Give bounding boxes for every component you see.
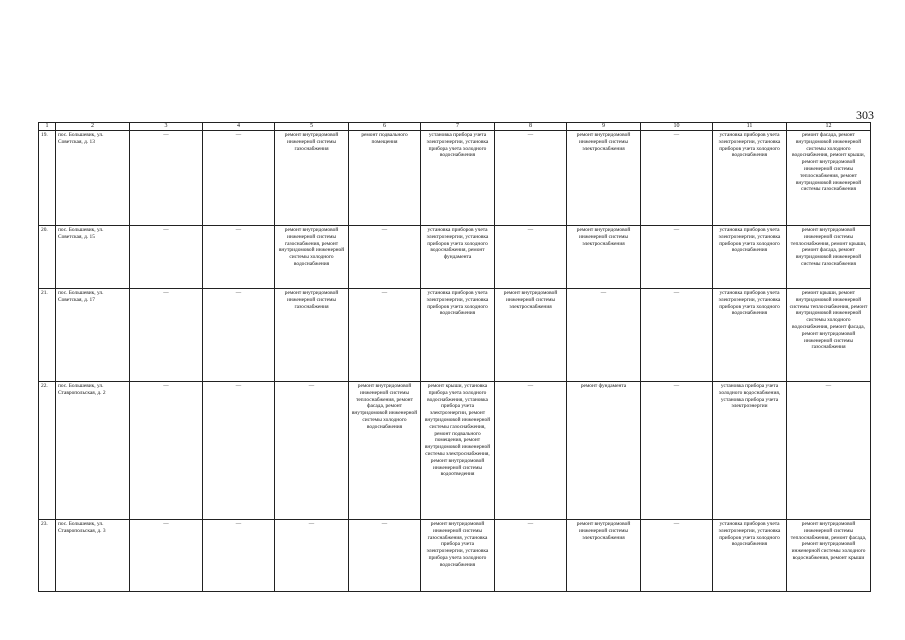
works-cell: ремонт внутридомовой инженерной системы электроснабжения bbox=[567, 520, 641, 592]
works-cell: — bbox=[495, 131, 567, 226]
works-cell: — bbox=[130, 520, 203, 592]
works-cell: ремонт внутридомовой инженерной системы теплоснабжения, ремонт фасада, ремонт внутридомовой инженерной системы холодного водоснабжения, ремонт крыши bbox=[787, 520, 871, 592]
address-cell: пос. Большевик, ул. Советская, д. 17 bbox=[56, 289, 130, 382]
works-cell: ремонт фундамента bbox=[567, 382, 641, 520]
column-header: 5 bbox=[275, 123, 349, 131]
works-cell: — bbox=[349, 520, 421, 592]
repair-schedule-table bbox=[38, 122, 871, 592]
address-cell: пос. Большевик, ул. Ставропольская, д. 3 bbox=[56, 520, 130, 592]
works-cell: — bbox=[275, 382, 349, 520]
works-cell: — bbox=[203, 520, 275, 592]
works-cell: ремонт внутридомовой инженерной системы электроснабжения bbox=[567, 226, 641, 289]
works-cell: — bbox=[349, 289, 421, 382]
row-number: 23. bbox=[39, 520, 56, 592]
column-header: 4 bbox=[203, 123, 275, 131]
column-header: 6 bbox=[349, 123, 421, 131]
works-cell: ремонт внутридомовой инженерной системы теплоснабжения, ремонт фасада, ремонт внутридомовой инженерной системы холодного водоснабжения bbox=[349, 382, 421, 520]
works-cell: — bbox=[130, 289, 203, 382]
column-header: 12 bbox=[787, 123, 871, 131]
address-cell: пос. Большевик, ул. Советская, д. 15 bbox=[56, 226, 130, 289]
works-cell: установка приборов учета электроэнергии, установка приборов учета холодного водоснабжения bbox=[713, 289, 787, 382]
column-header: 3 bbox=[130, 123, 203, 131]
column-header: 8 bbox=[495, 123, 567, 131]
page-number: 303 bbox=[856, 108, 874, 122]
works-cell: — bbox=[130, 226, 203, 289]
row-number: 22. bbox=[39, 382, 56, 520]
works-cell: — bbox=[641, 131, 713, 226]
works-cell: — bbox=[787, 382, 871, 520]
works-cell: — bbox=[130, 131, 203, 226]
address-cell: пос. Большевик, ул. Советская, д. 13 bbox=[56, 131, 130, 226]
works-cell: установка прибора учета холодного водоснабжения, установка прибора учета электроэнергии bbox=[713, 382, 787, 520]
table-row bbox=[39, 226, 871, 289]
table-row bbox=[39, 131, 871, 226]
table-row bbox=[39, 289, 871, 382]
works-cell: — bbox=[203, 382, 275, 520]
works-cell: — bbox=[130, 382, 203, 520]
table-row bbox=[39, 520, 871, 592]
works-cell: установка прибора учета электроэнергии, установка прибора учета холодного водоснабжения bbox=[421, 131, 495, 226]
works-cell: ремонт крыши, ремонт внутридомовой инженерной системы теплоснабжения, ремонт внутридомовой инженерной системы холодного водоснабжения, ремонт фасада, ремонт внутридомовой инженерной системы газоснабжения bbox=[787, 289, 871, 382]
works-cell: — bbox=[495, 520, 567, 592]
row-number: 20. bbox=[39, 226, 56, 289]
works-cell: ремонт внутридомовой инженерной системы газоснабжения, ремонт внутридомовой инженерной системы холодного водоснабжения bbox=[275, 226, 349, 289]
works-cell: — bbox=[641, 226, 713, 289]
works-cell: — bbox=[567, 289, 641, 382]
works-cell: — bbox=[641, 520, 713, 592]
column-header: 7 bbox=[421, 123, 495, 131]
header-row bbox=[39, 123, 871, 131]
works-cell: — bbox=[203, 289, 275, 382]
table-row bbox=[39, 382, 871, 520]
works-cell: — bbox=[641, 382, 713, 520]
works-cell: ремонт внутридомовой инженерной системы газоснабжения, установка прибора учета электроэнергии, установка прибора учета холодного водоснабжения bbox=[421, 520, 495, 592]
row-number: 19. bbox=[39, 131, 56, 226]
works-cell: ремонт крыши, установка прибора учета холодного водоснабжения, установка прибора учета электроэнергии, ремонт внутридомовой инженерной системы газоснабжения, ремонт подвального помещения, ремонт внутридомовой инженерной системы электроснабжения, ремонт внутридомовой инженерной системы водоотведения bbox=[421, 382, 495, 520]
works-cell: ремонт внутридомовой инженерной системы газоснабжения bbox=[275, 289, 349, 382]
works-cell: — bbox=[349, 226, 421, 289]
works-cell: ремонт внутридомовой инженерной системы электроснабжения bbox=[495, 289, 567, 382]
works-cell: — bbox=[495, 226, 567, 289]
address-cell: пос. Большевик, ул. Ставропольская, д. 2 bbox=[56, 382, 130, 520]
row-number: 21. bbox=[39, 289, 56, 382]
column-header: 10 bbox=[641, 123, 713, 131]
works-cell: установка приборов учета электроэнергии, установка приборов учета холодного водоснабжения bbox=[421, 289, 495, 382]
works-cell: — bbox=[641, 289, 713, 382]
works-cell: установка приборов учета электроэнергии, установка приборов учета холодного водоснабжения bbox=[713, 520, 787, 592]
works-cell: — bbox=[275, 520, 349, 592]
works-cell: ремонт внутридомовой инженерной системы газоснабжения bbox=[275, 131, 349, 226]
works-cell: ремонт подвального помещения bbox=[349, 131, 421, 226]
column-header: 9 bbox=[567, 123, 641, 131]
works-cell: — bbox=[203, 226, 275, 289]
works-cell: установка приборов учета электроэнергии, установка приборов учета холодного водоснабжения bbox=[713, 131, 787, 226]
works-cell: ремонт фасада, ремонт внутридомовой инженерной системы холодного водоснабжения, ремонт крыши, ремонт внутридомовой инженерной системы теплоснабжения, ремонт внутридомовой инженерной системы газоснабжения bbox=[787, 131, 871, 226]
works-cell: ремонт внутридомовой инженерной системы теплоснабжения, ремонт крыши, ремонт фасада, ремонт внутридомовой инженерной системы газоснабжения bbox=[787, 226, 871, 289]
column-header: 1 bbox=[39, 123, 56, 131]
works-cell: установка приборов учета электроэнергии, установка приборов учета холодного водоснабжения bbox=[713, 226, 787, 289]
works-cell: — bbox=[495, 382, 567, 520]
works-cell: — bbox=[203, 131, 275, 226]
column-header: 2 bbox=[56, 123, 130, 131]
column-header: 11 bbox=[713, 123, 787, 131]
works-cell: ремонт внутридомовой инженерной системы электроснабжения bbox=[567, 131, 641, 226]
works-cell: установка приборов учета электроэнергии, установка приборов учета холодного водоснабжения, ремонт фундамента bbox=[421, 226, 495, 289]
